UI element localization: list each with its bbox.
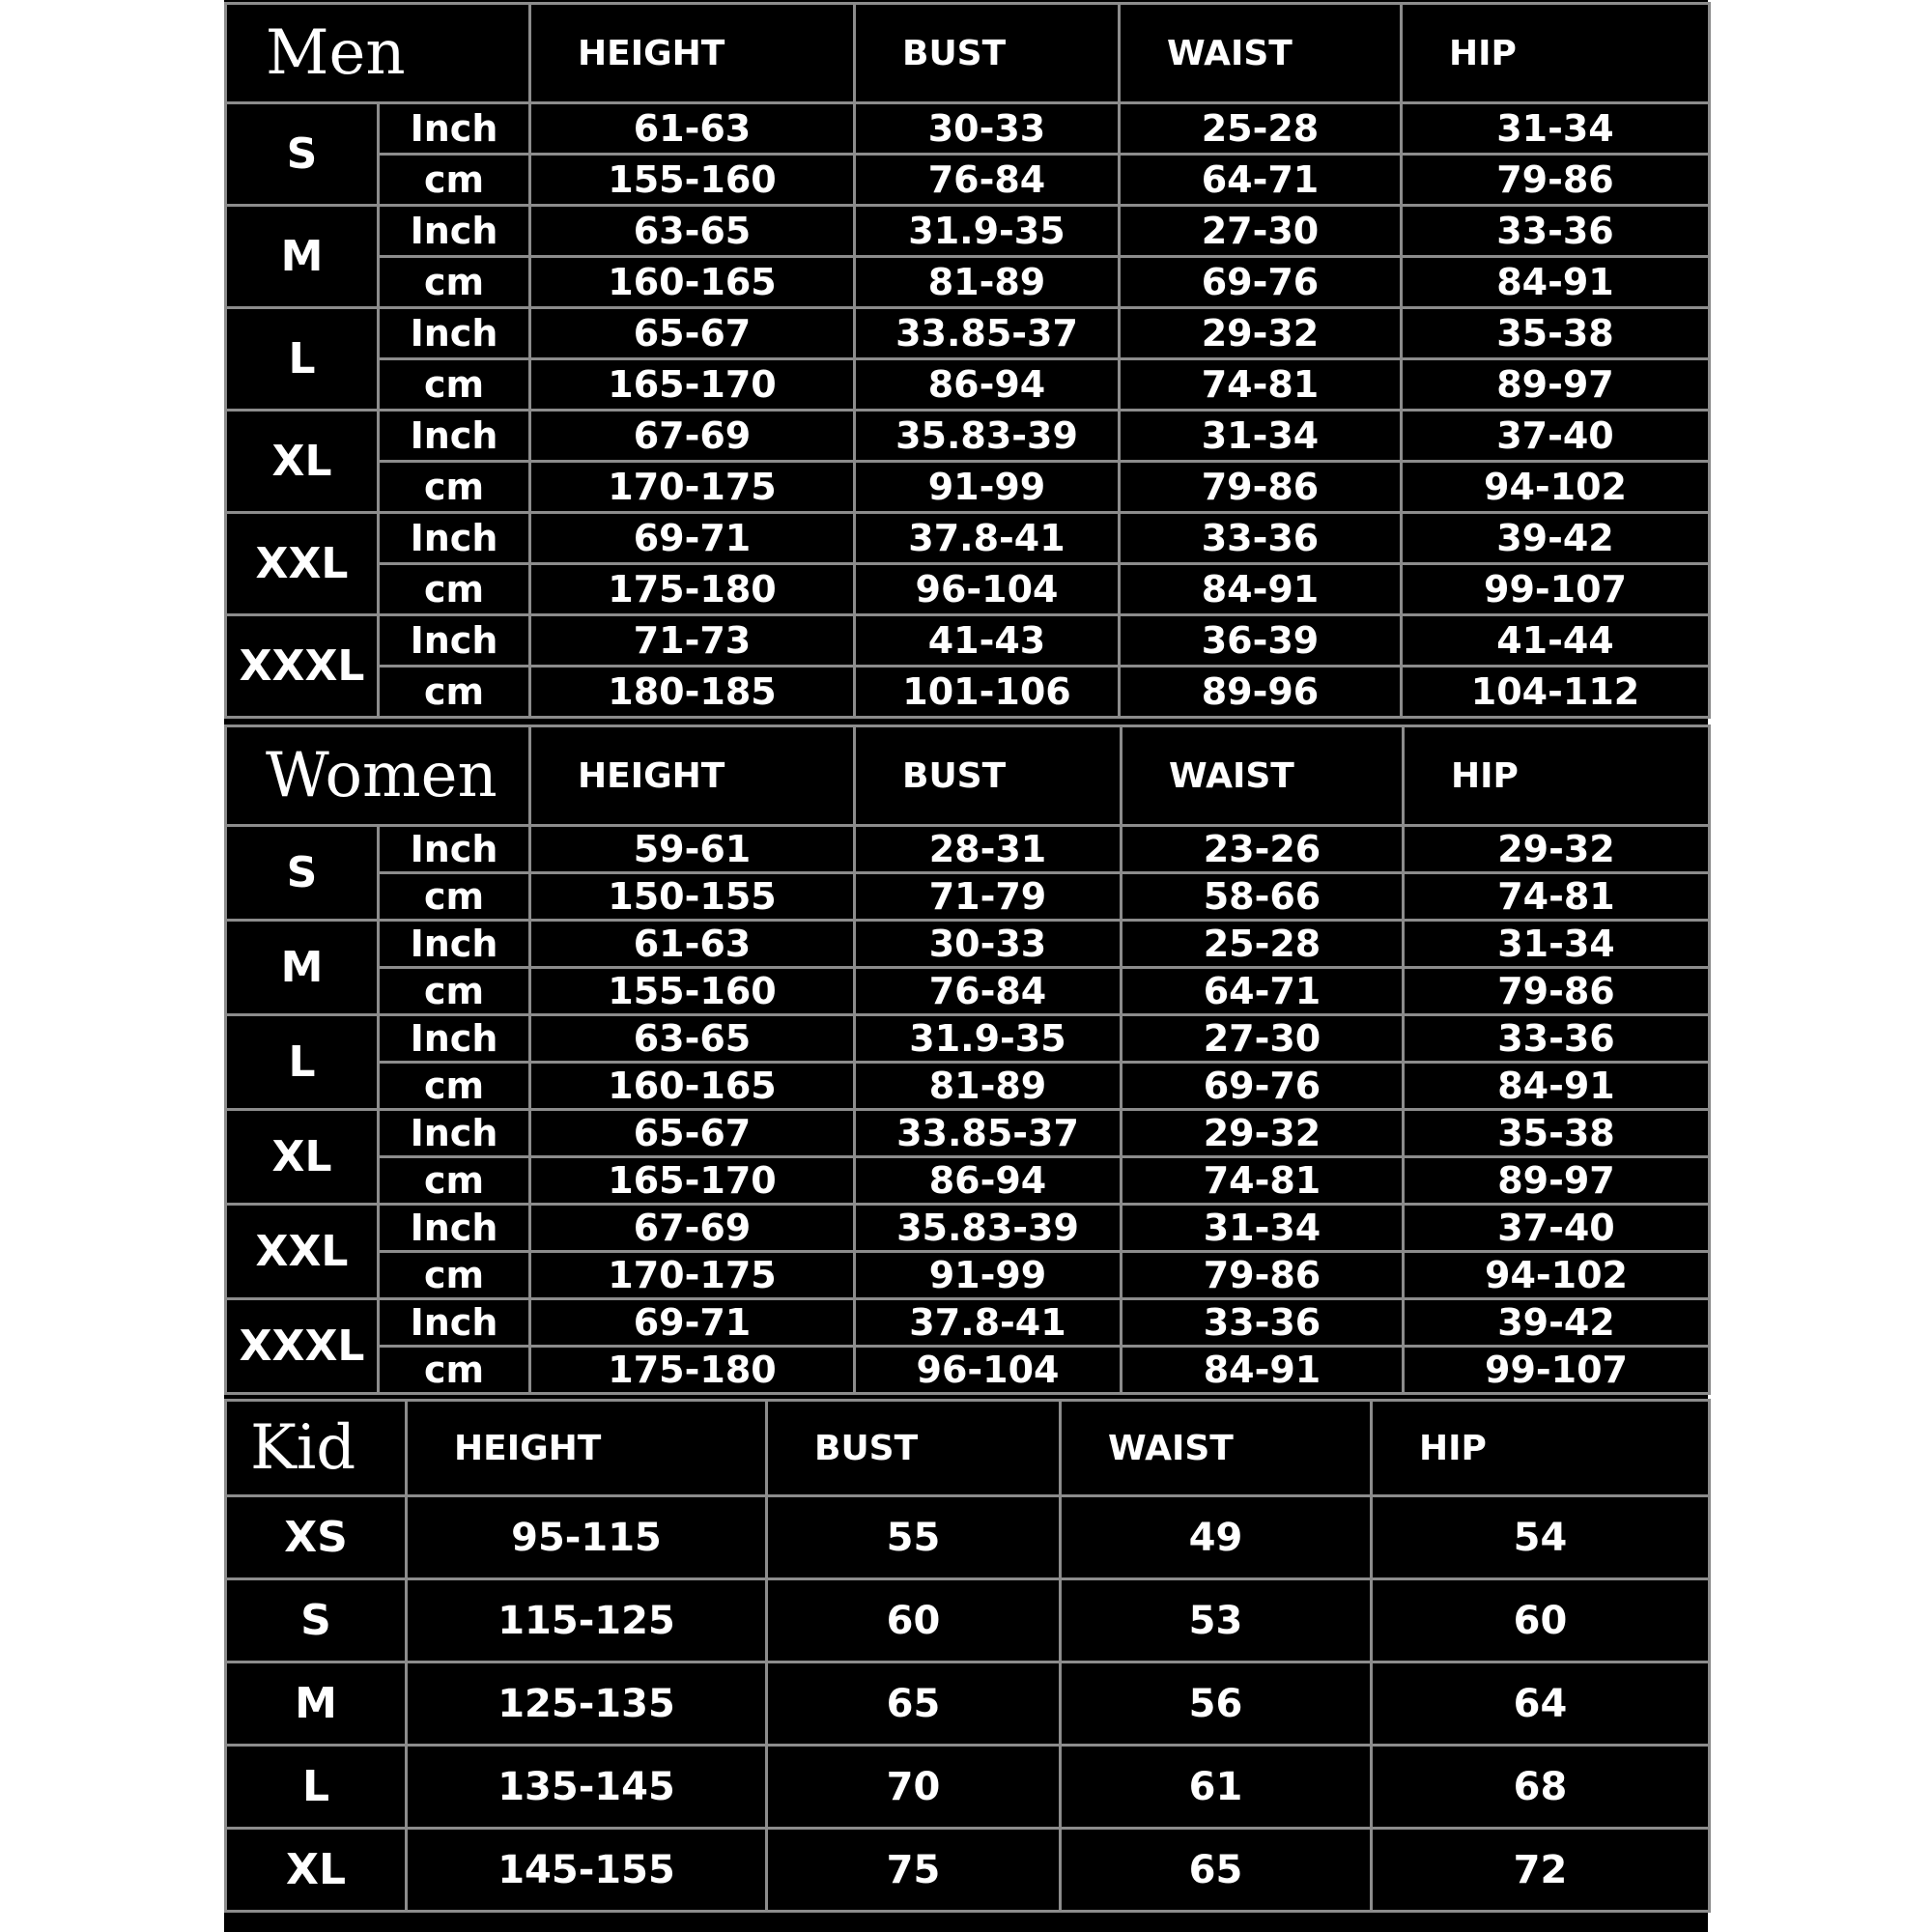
unit-label: cm bbox=[379, 873, 530, 921]
height-value: 180-185 bbox=[530, 667, 855, 718]
height-value: 59-61 bbox=[530, 826, 855, 873]
height-value: 61-63 bbox=[530, 921, 855, 968]
bust-value: 91-99 bbox=[855, 462, 1120, 513]
size-label: XXXL bbox=[226, 1299, 379, 1394]
hip-value: 94-102 bbox=[1402, 462, 1710, 513]
bust-value: 60 bbox=[767, 1579, 1061, 1662]
bust-value: 33.85-37 bbox=[855, 308, 1120, 359]
unit-label: Inch bbox=[379, 103, 530, 155]
unit-label: cm bbox=[379, 1157, 530, 1205]
height-value: 160-165 bbox=[530, 1063, 855, 1110]
bust-value: 35.83-39 bbox=[855, 411, 1120, 462]
women-header-height: HEIGHT bbox=[530, 726, 855, 826]
hip-value: 37-40 bbox=[1404, 1205, 1710, 1252]
table-row bbox=[226, 921, 1710, 968]
table-row bbox=[226, 103, 1710, 155]
bust-value: 30-33 bbox=[855, 921, 1122, 968]
women-header-row bbox=[226, 726, 1710, 826]
waist-value: 23-26 bbox=[1122, 826, 1404, 873]
bust-value: 35.83-39 bbox=[855, 1205, 1122, 1252]
women-header-waist: WAIST bbox=[1122, 726, 1404, 826]
waist-value: 33-36 bbox=[1120, 513, 1402, 564]
size-label: XL bbox=[226, 411, 379, 513]
waist-value: 27-30 bbox=[1120, 206, 1402, 257]
unit-label: Inch bbox=[379, 921, 530, 968]
hip-value: 89-97 bbox=[1402, 359, 1710, 411]
hip-value: 79-86 bbox=[1402, 155, 1710, 206]
waist-value: 31-34 bbox=[1122, 1205, 1404, 1252]
hip-value: 84-91 bbox=[1404, 1063, 1710, 1110]
waist-value: 65 bbox=[1061, 1829, 1372, 1912]
bust-value: 101-106 bbox=[855, 667, 1120, 718]
bust-value: 55 bbox=[767, 1496, 1061, 1579]
hip-value: 89-97 bbox=[1404, 1157, 1710, 1205]
waist-value: 74-81 bbox=[1120, 359, 1402, 411]
table-row bbox=[226, 257, 1710, 308]
table-row bbox=[226, 968, 1710, 1015]
bust-value: 65 bbox=[767, 1662, 1061, 1746]
hip-value: 37-40 bbox=[1402, 411, 1710, 462]
height-value: 65-67 bbox=[530, 1110, 855, 1157]
bust-value: 76-84 bbox=[855, 968, 1122, 1015]
hip-value: 104-112 bbox=[1402, 667, 1710, 718]
bust-value: 30-33 bbox=[855, 103, 1120, 155]
hip-value: 33-36 bbox=[1404, 1015, 1710, 1063]
table-row bbox=[226, 513, 1710, 564]
unit-label: cm bbox=[379, 1252, 530, 1299]
men-header-height: HEIGHT bbox=[530, 4, 855, 103]
hip-value: 74-81 bbox=[1404, 873, 1710, 921]
unit-label: cm bbox=[379, 1063, 530, 1110]
unit-label: cm bbox=[379, 359, 530, 411]
size-label: L bbox=[226, 308, 379, 411]
unit-label: Inch bbox=[379, 308, 530, 359]
waist-value: 61 bbox=[1061, 1746, 1372, 1829]
men-header-hip: HIP bbox=[1402, 4, 1710, 103]
height-value: 69-71 bbox=[530, 1299, 855, 1347]
table-row bbox=[226, 462, 1710, 513]
waist-value: 58-66 bbox=[1122, 873, 1404, 921]
table-row bbox=[226, 564, 1710, 615]
height-value: 125-135 bbox=[407, 1662, 767, 1746]
size-label: M bbox=[226, 1662, 407, 1746]
height-value: 145-155 bbox=[407, 1829, 767, 1912]
hip-value: 35-38 bbox=[1404, 1110, 1710, 1157]
women-section-title: Women bbox=[226, 726, 530, 826]
unit-label: Inch bbox=[379, 513, 530, 564]
hip-value: 33-36 bbox=[1402, 206, 1710, 257]
unit-label: cm bbox=[379, 155, 530, 206]
height-value: 155-160 bbox=[530, 968, 855, 1015]
bust-value: 91-99 bbox=[855, 1252, 1122, 1299]
height-value: 71-73 bbox=[530, 615, 855, 667]
waist-value: 89-96 bbox=[1120, 667, 1402, 718]
bust-value: 86-94 bbox=[855, 359, 1120, 411]
table-row bbox=[226, 1157, 1710, 1205]
unit-label: Inch bbox=[379, 1299, 530, 1347]
waist-value: 36-39 bbox=[1120, 615, 1402, 667]
table-row bbox=[226, 411, 1710, 462]
height-value: 61-63 bbox=[530, 103, 855, 155]
size-label: XXL bbox=[226, 1205, 379, 1299]
height-value: 150-155 bbox=[530, 873, 855, 921]
height-value: 63-65 bbox=[530, 206, 855, 257]
height-value: 170-175 bbox=[530, 1252, 855, 1299]
hip-value: 31-34 bbox=[1404, 921, 1710, 968]
waist-value: 74-81 bbox=[1122, 1157, 1404, 1205]
bust-value: 41-43 bbox=[855, 615, 1120, 667]
size-label: S bbox=[226, 826, 379, 921]
hip-value: 41-44 bbox=[1402, 615, 1710, 667]
kid-header-waist: WAIST bbox=[1061, 1401, 1372, 1496]
height-value: 160-165 bbox=[530, 257, 855, 308]
bust-value: 76-84 bbox=[855, 155, 1120, 206]
waist-value: 33-36 bbox=[1122, 1299, 1404, 1347]
waist-value: 64-71 bbox=[1120, 155, 1402, 206]
table-row bbox=[226, 308, 1710, 359]
table-row bbox=[226, 1347, 1710, 1394]
waist-value: 25-28 bbox=[1122, 921, 1404, 968]
table-row bbox=[226, 873, 1710, 921]
bust-value: 37.8-41 bbox=[855, 1299, 1122, 1347]
hip-value: 39-42 bbox=[1402, 513, 1710, 564]
women-header-hip: HIP bbox=[1404, 726, 1710, 826]
kid-header-row bbox=[226, 1401, 1710, 1496]
size-label: M bbox=[226, 206, 379, 308]
table-row bbox=[226, 155, 1710, 206]
height-value: 165-170 bbox=[530, 1157, 855, 1205]
waist-value: 79-86 bbox=[1120, 462, 1402, 513]
unit-label: Inch bbox=[379, 206, 530, 257]
size-label: XL bbox=[226, 1829, 407, 1912]
table-row bbox=[226, 206, 1710, 257]
waist-value: 84-91 bbox=[1122, 1347, 1404, 1394]
waist-value: 69-76 bbox=[1122, 1063, 1404, 1110]
height-value: 67-69 bbox=[530, 1205, 855, 1252]
waist-value: 79-86 bbox=[1122, 1252, 1404, 1299]
size-label: XS bbox=[226, 1496, 407, 1579]
unit-label: cm bbox=[379, 968, 530, 1015]
hip-value: 94-102 bbox=[1404, 1252, 1710, 1299]
men-section-title: Men bbox=[226, 4, 530, 103]
kid-header-height: HEIGHT bbox=[407, 1401, 767, 1496]
height-value: 135-145 bbox=[407, 1746, 767, 1829]
size-chart-sheet bbox=[224, 0, 1708, 1932]
waist-value: 27-30 bbox=[1122, 1015, 1404, 1063]
hip-value: 64 bbox=[1372, 1662, 1710, 1746]
bust-value: 37.8-41 bbox=[855, 513, 1120, 564]
kid-size-table bbox=[224, 1399, 1711, 1913]
hip-value: 54 bbox=[1372, 1496, 1710, 1579]
table-row bbox=[226, 1829, 1710, 1912]
men-header-waist: WAIST bbox=[1120, 4, 1402, 103]
height-value: 175-180 bbox=[530, 564, 855, 615]
hip-value: 31-34 bbox=[1402, 103, 1710, 155]
kid-header-bust: BUST bbox=[767, 1401, 1061, 1496]
bust-value: 81-89 bbox=[855, 257, 1120, 308]
bust-value: 81-89 bbox=[855, 1063, 1122, 1110]
height-value: 95-115 bbox=[407, 1496, 767, 1579]
hip-value: 99-107 bbox=[1402, 564, 1710, 615]
hip-value: 79-86 bbox=[1404, 968, 1710, 1015]
height-value: 165-170 bbox=[530, 359, 855, 411]
table-row bbox=[226, 826, 1710, 873]
bust-value: 96-104 bbox=[855, 564, 1120, 615]
waist-value: 69-76 bbox=[1120, 257, 1402, 308]
table-row bbox=[226, 1252, 1710, 1299]
bust-value: 70 bbox=[767, 1746, 1061, 1829]
height-value: 67-69 bbox=[530, 411, 855, 462]
waist-value: 53 bbox=[1061, 1579, 1372, 1662]
table-row bbox=[226, 1299, 1710, 1347]
bust-value: 71-79 bbox=[855, 873, 1122, 921]
hip-value: 39-42 bbox=[1404, 1299, 1710, 1347]
unit-label: Inch bbox=[379, 1015, 530, 1063]
table-row bbox=[226, 1205, 1710, 1252]
table-row bbox=[226, 1015, 1710, 1063]
size-label: XXXL bbox=[226, 615, 379, 718]
men-header-bust: BUST bbox=[855, 4, 1120, 103]
unit-label: cm bbox=[379, 462, 530, 513]
unit-label: cm bbox=[379, 257, 530, 308]
bust-value: 75 bbox=[767, 1829, 1061, 1912]
men-header-row bbox=[226, 4, 1710, 103]
hip-value: 99-107 bbox=[1404, 1347, 1710, 1394]
unit-label: cm bbox=[379, 1347, 530, 1394]
bust-value: 96-104 bbox=[855, 1347, 1122, 1394]
men-size-table bbox=[224, 2, 1711, 719]
table-row bbox=[226, 1662, 1710, 1746]
bust-value: 33.85-37 bbox=[855, 1110, 1122, 1157]
size-label: S bbox=[226, 103, 379, 206]
table-row bbox=[226, 667, 1710, 718]
height-value: 155-160 bbox=[530, 155, 855, 206]
bust-value: 31.9-35 bbox=[855, 1015, 1122, 1063]
hip-value: 84-91 bbox=[1402, 257, 1710, 308]
bust-value: 86-94 bbox=[855, 1157, 1122, 1205]
size-label: S bbox=[226, 1579, 407, 1662]
height-value: 65-67 bbox=[530, 308, 855, 359]
waist-value: 31-34 bbox=[1120, 411, 1402, 462]
hip-value: 68 bbox=[1372, 1746, 1710, 1829]
table-row bbox=[226, 615, 1710, 667]
table-row bbox=[226, 1110, 1710, 1157]
unit-label: Inch bbox=[379, 1110, 530, 1157]
unit-label: Inch bbox=[379, 826, 530, 873]
waist-value: 49 bbox=[1061, 1496, 1372, 1579]
waist-value: 29-32 bbox=[1120, 308, 1402, 359]
kid-section-title: Kid bbox=[226, 1401, 407, 1496]
hip-value: 60 bbox=[1372, 1579, 1710, 1662]
table-row bbox=[226, 1579, 1710, 1662]
unit-label: cm bbox=[379, 667, 530, 718]
waist-value: 56 bbox=[1061, 1662, 1372, 1746]
height-value: 69-71 bbox=[530, 513, 855, 564]
women-header-bust: BUST bbox=[855, 726, 1122, 826]
height-value: 170-175 bbox=[530, 462, 855, 513]
height-value: 63-65 bbox=[530, 1015, 855, 1063]
bust-value: 31.9-35 bbox=[855, 206, 1120, 257]
unit-label: Inch bbox=[379, 615, 530, 667]
kid-header-hip: HIP bbox=[1372, 1401, 1710, 1496]
height-value: 115-125 bbox=[407, 1579, 767, 1662]
hip-value: 72 bbox=[1372, 1829, 1710, 1912]
unit-label: cm bbox=[379, 564, 530, 615]
size-label: L bbox=[226, 1746, 407, 1829]
unit-label: Inch bbox=[379, 411, 530, 462]
table-row bbox=[226, 359, 1710, 411]
waist-value: 25-28 bbox=[1120, 103, 1402, 155]
women-size-table bbox=[224, 724, 1711, 1395]
hip-value: 29-32 bbox=[1404, 826, 1710, 873]
height-value: 175-180 bbox=[530, 1347, 855, 1394]
waist-value: 84-91 bbox=[1120, 564, 1402, 615]
table-row bbox=[226, 1746, 1710, 1829]
hip-value: 35-38 bbox=[1402, 308, 1710, 359]
unit-label: Inch bbox=[379, 1205, 530, 1252]
waist-value: 64-71 bbox=[1122, 968, 1404, 1015]
size-label: XXL bbox=[226, 513, 379, 615]
size-label: XL bbox=[226, 1110, 379, 1205]
table-row bbox=[226, 1496, 1710, 1579]
table-row bbox=[226, 1063, 1710, 1110]
bust-value: 28-31 bbox=[855, 826, 1122, 873]
waist-value: 29-32 bbox=[1122, 1110, 1404, 1157]
size-label: L bbox=[226, 1015, 379, 1110]
size-label: M bbox=[226, 921, 379, 1015]
